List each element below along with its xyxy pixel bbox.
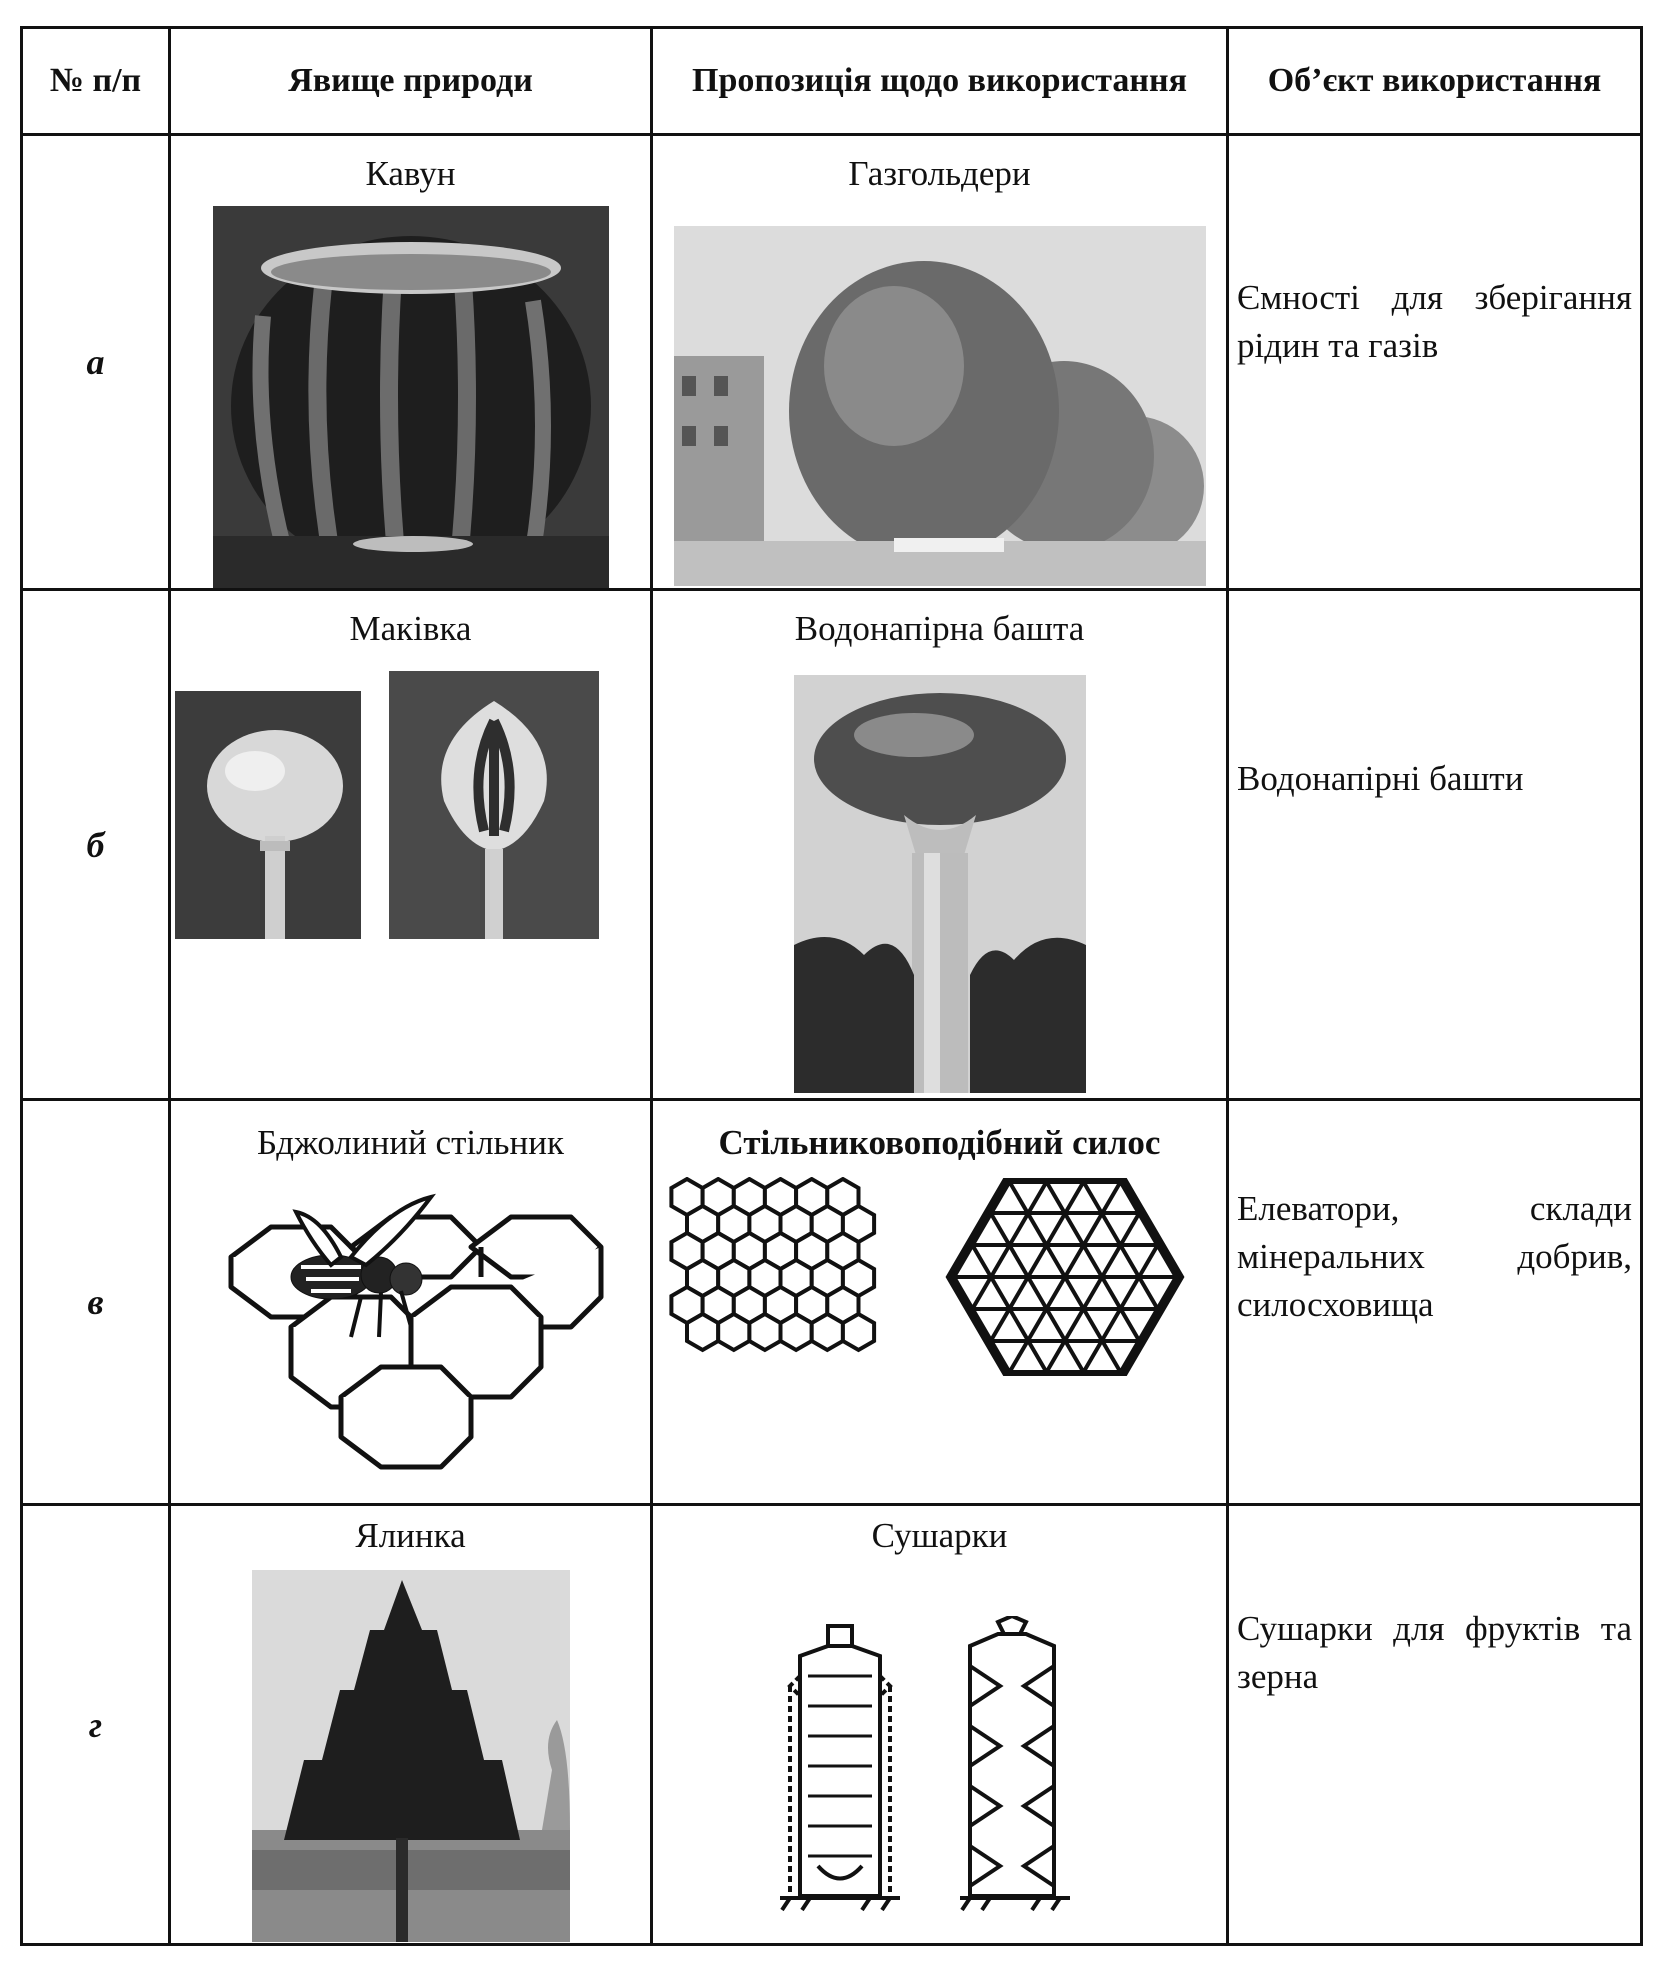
phenomenon-caption: Маківка: [349, 609, 472, 648]
header-row: [22, 28, 1642, 135]
hex-cell: [812, 1314, 843, 1350]
proposal-cell: [652, 1505, 1228, 1945]
water-tower-photo: [794, 675, 1086, 1093]
hex-cell: [781, 1314, 812, 1350]
object-text: Сушарки для фруктів та зерна: [1237, 1608, 1632, 1696]
row-label: а: [22, 135, 170, 590]
spruce-tree-photo: [252, 1570, 570, 1942]
gasholder-photo: [674, 226, 1206, 586]
dryer-towers-drawing: [760, 1616, 1120, 1916]
watermelon-photo: [213, 206, 609, 588]
header-phenomenon: Явище природи: [170, 28, 652, 135]
object-cell: [1228, 1505, 1642, 1945]
triangular-silo-grid-drawing: [945, 1177, 1185, 1377]
table-row: [22, 1505, 1642, 1945]
proposal-caption: Газгольдери: [848, 154, 1031, 193]
honeycomb-bee-drawing: [201, 1187, 621, 1477]
object-cell: [1228, 590, 1642, 1100]
poppy-head-photo: [175, 691, 361, 939]
phenomenon-caption: Кавун: [365, 154, 456, 193]
row-label: г: [22, 1505, 170, 1945]
object-text: Ємності для зберігання рідин та газів: [1237, 278, 1632, 365]
table-row: [22, 135, 1642, 590]
proposal-caption: Стільниковоподібний силос: [718, 1123, 1161, 1162]
table-row: [22, 1100, 1642, 1505]
table-row: [22, 590, 1642, 1100]
phenomenon-caption: Бджолиний стільник: [257, 1123, 564, 1162]
poppy-cut-photo: [389, 671, 599, 939]
object-text: Водонапірні башти: [1237, 758, 1524, 798]
proposal-cell: [652, 1100, 1228, 1505]
phenomenon-caption: Ялинка: [355, 1516, 466, 1555]
header-proposal: Пропозиція щодо використання: [652, 28, 1228, 135]
row-label: в: [22, 1100, 170, 1505]
object-cell: [1228, 1100, 1642, 1505]
proposal-caption: Водонапірна башта: [794, 609, 1085, 648]
phenomenon-cell: [170, 1100, 652, 1505]
phenomenon-cell: [170, 135, 652, 590]
proposal-caption: Сушарки: [871, 1516, 1008, 1555]
hex-cell: [843, 1314, 874, 1350]
nature-usage-table: [20, 26, 1643, 1946]
object-cell: [1228, 135, 1642, 590]
proposal-cell: [652, 135, 1228, 590]
hex-cell: [718, 1314, 749, 1350]
phenomenon-cell: [170, 590, 652, 1100]
hexagonal-silo-grid-drawing: [669, 1177, 909, 1377]
hex-cell: [749, 1314, 780, 1350]
proposal-cell: [652, 590, 1228, 1100]
hex-cell: [687, 1314, 718, 1350]
row-label: б: [22, 590, 170, 1100]
header-number: № п/п: [22, 28, 170, 135]
header-object: Об’єкт використання: [1228, 28, 1642, 135]
phenomenon-cell: [170, 1505, 652, 1945]
object-text: Елеватори, склади мінеральних добрив, силосховища: [1237, 1189, 1632, 1324]
